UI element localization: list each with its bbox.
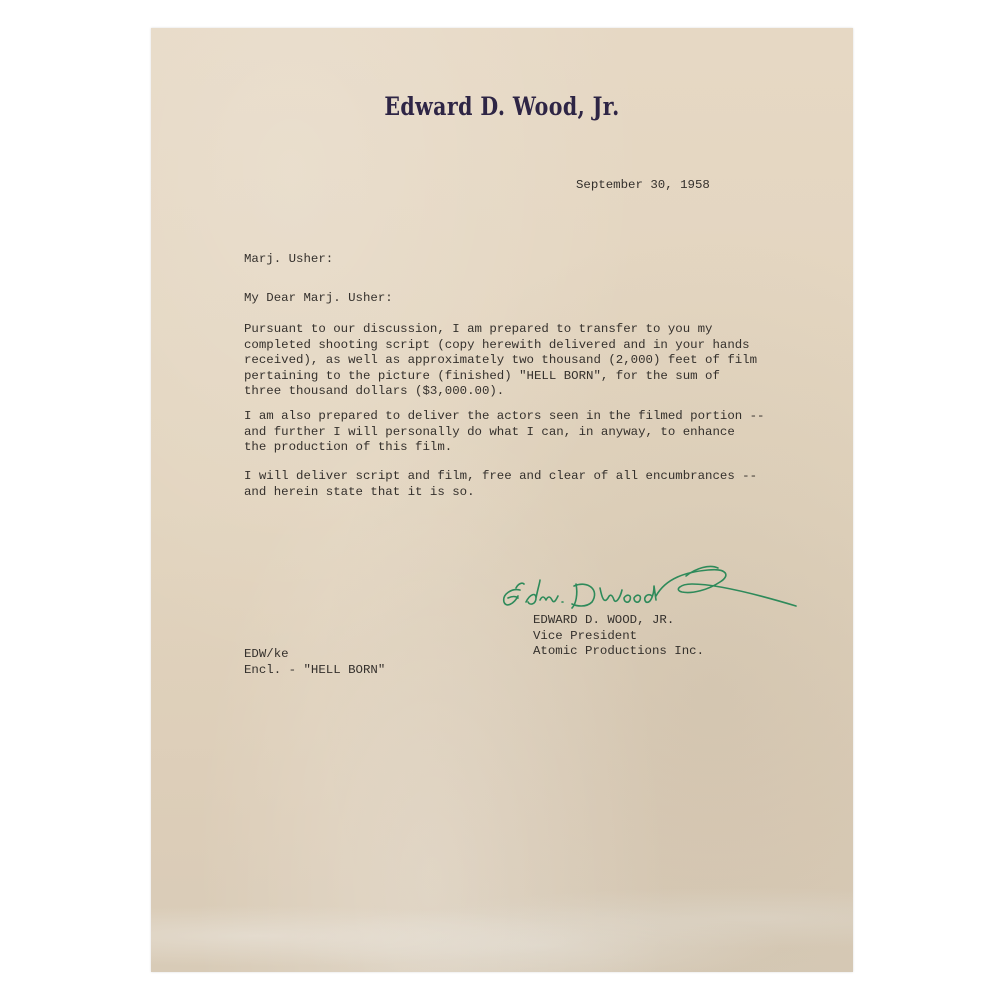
letter-date: September 30, 1958 [576,178,710,192]
body-paragraph-3: I will deliver script and film, free and clear of all encumbrances -- and herein state that it is so. [244,469,758,499]
letter-page [151,28,853,972]
signature-block: EDWARD D. WOOD, JR. Vice President Atomic Productions Inc. [533,613,705,659]
reference-initials: EDW/ke Encl. - "HELL BORN" [244,647,386,677]
body-paragraph-2: I am also prepared to deliver the actors seen in the filmed portion -- and further I will personally do what I can, in anyway, to enhance the production of this film. [244,409,765,455]
letterhead: Edward D. Wood, Jr. [384,92,620,121]
body-paragraph-1: Pursuant to our discussion, I am prepared to transfer to you my completed shooting script (copy herewith delivered and in your hands received), as well as approximately two thousand (2,000) feet of film pertaining to the picture (finished) "HELL BORN", for the sum of three thousand dollars ($3,000.00). [244,322,758,399]
salutation: My Dear Marj. Usher: [244,291,393,305]
addressee: Marj. Usher: [244,252,334,266]
signature-ink [504,566,796,608]
handwritten-signature [496,538,816,618]
